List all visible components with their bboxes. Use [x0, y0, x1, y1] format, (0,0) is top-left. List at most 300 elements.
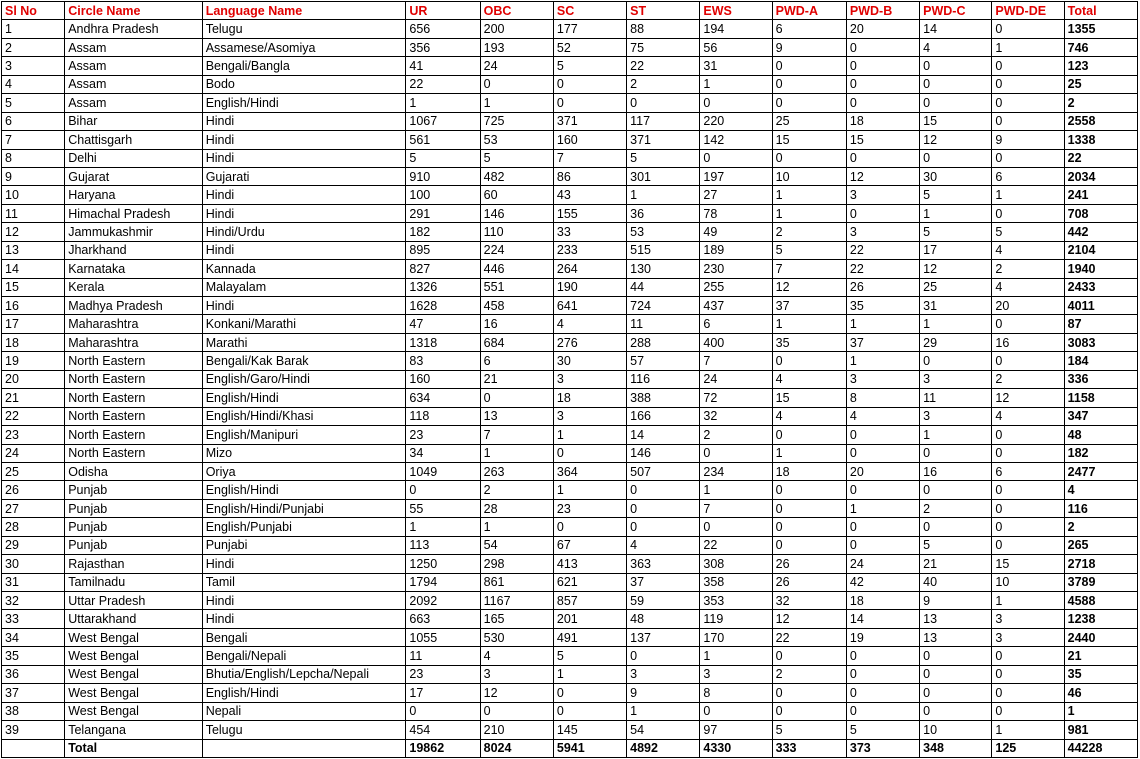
table-cell: 97 [700, 721, 772, 739]
table-cell: 981 [1064, 721, 1137, 739]
table-cell: 27 [2, 499, 65, 517]
table-cell: Hindi [202, 610, 406, 628]
table-cell: Assam [65, 94, 202, 112]
table-cell: 2 [1064, 94, 1137, 112]
table-cell: 26 [772, 555, 846, 573]
table-cell: 454 [406, 721, 480, 739]
table-cell: 725 [480, 112, 553, 130]
table-cell: 0 [553, 444, 626, 462]
table-cell: 1 [846, 499, 919, 517]
table-cell: 0 [846, 426, 919, 444]
table-cell: 17 [920, 241, 992, 259]
table-cell: 1794 [406, 573, 480, 591]
table-cell: Tamilnadu [65, 573, 202, 591]
table-cell: 2 [992, 260, 1064, 278]
table-cell: North Eastern [65, 389, 202, 407]
table-row [2, 167, 1138, 185]
table-cell: 67 [553, 536, 626, 554]
table-cell: 28 [2, 518, 65, 536]
table-row [2, 352, 1138, 370]
table-cell: 25 [1064, 75, 1137, 93]
table-cell: 0 [772, 518, 846, 536]
table-cell: 24 [700, 370, 772, 388]
table-cell: 0 [846, 647, 919, 665]
table-cell: 170 [700, 628, 772, 646]
table-cell: 116 [1064, 499, 1137, 517]
table-cell: 15 [772, 389, 846, 407]
table-cell: 2 [1064, 518, 1137, 536]
table-cell: 0 [920, 94, 992, 112]
table-cell: 301 [627, 167, 700, 185]
table-cell: 0 [627, 481, 700, 499]
column-header-sc: SC [553, 2, 626, 20]
table-cell: 87 [1064, 315, 1137, 333]
table-cell: Bihar [65, 112, 202, 130]
table-cell: 100 [406, 186, 480, 204]
table-cell: 220 [700, 112, 772, 130]
table-row [2, 684, 1138, 702]
table-cell: 41 [406, 57, 480, 75]
table-cell: 31 [2, 573, 65, 591]
table-cell: 6 [992, 167, 1064, 185]
table-cell: 13 [2, 241, 65, 259]
table-cell: 33 [553, 223, 626, 241]
table-row [2, 592, 1138, 610]
table-cell: 3083 [1064, 333, 1137, 351]
table-cell: 78 [700, 204, 772, 222]
table-cell: 0 [772, 702, 846, 720]
table-cell: 197 [700, 167, 772, 185]
table-cell: 5 [772, 241, 846, 259]
table-cell: 117 [627, 112, 700, 130]
table-cell: 22 [846, 260, 919, 278]
table-cell: 12 [920, 260, 992, 278]
table-cell: 2 [920, 499, 992, 517]
table-cell: West Bengal [65, 665, 202, 683]
table-cell: 2 [772, 665, 846, 683]
table-cell: 27 [700, 186, 772, 204]
table-cell: 200 [480, 20, 553, 38]
table-cell: 857 [553, 592, 626, 610]
total-cell: 44228 [1064, 739, 1137, 757]
table-cell: 30 [553, 352, 626, 370]
table-cell: 18 [2, 333, 65, 351]
table-cell: 0 [992, 518, 1064, 536]
table-cell: 507 [627, 462, 700, 480]
table-row [2, 370, 1138, 388]
total-label: Total [65, 739, 202, 757]
table-cell: 1 [992, 38, 1064, 56]
column-header-circle-name: Circle Name [65, 2, 202, 20]
total-cell: 4892 [627, 739, 700, 757]
table-cell: 264 [553, 260, 626, 278]
table-cell: 8 [700, 684, 772, 702]
table-cell: 17 [406, 684, 480, 702]
table-cell: North Eastern [65, 352, 202, 370]
table-row [2, 628, 1138, 646]
table-cell: 4 [553, 315, 626, 333]
table-cell: Bengali [202, 628, 406, 646]
table-cell: 230 [700, 260, 772, 278]
table-cell: 5 [480, 149, 553, 167]
table-cell: 21 [480, 370, 553, 388]
table-cell: 0 [772, 647, 846, 665]
table-cell: 36 [627, 204, 700, 222]
table-cell: 263 [480, 462, 553, 480]
table-cell: English/Hindi/Punjabi [202, 499, 406, 517]
table-row [2, 481, 1138, 499]
table-cell: 0 [772, 536, 846, 554]
table-cell: 11 [920, 389, 992, 407]
table-cell: 0 [920, 444, 992, 462]
table-cell: 1355 [1064, 20, 1137, 38]
table-cell: 6 [2, 112, 65, 130]
table-cell: 4 [992, 407, 1064, 425]
table-cell: Konkani/Marathi [202, 315, 406, 333]
total-cell [2, 739, 65, 757]
table-cell: 1 [846, 315, 919, 333]
table-cell: 60 [480, 186, 553, 204]
table-cell: 358 [700, 573, 772, 591]
table-cell: 2558 [1064, 112, 1137, 130]
table-cell: 2477 [1064, 462, 1137, 480]
table-cell: Uttarakhand [65, 610, 202, 628]
table-cell: 59 [627, 592, 700, 610]
table-row [2, 389, 1138, 407]
table-cell: Hindi/Urdu [202, 223, 406, 241]
table-cell: 16 [480, 315, 553, 333]
table-cell: 37 [627, 573, 700, 591]
table-cell: 3 [920, 407, 992, 425]
table-cell: 3 [700, 665, 772, 683]
table-cell: 515 [627, 241, 700, 259]
table-cell: 2 [992, 370, 1064, 388]
table-cell: 29 [920, 333, 992, 351]
table-cell: 12 [920, 131, 992, 149]
table-cell: 2 [2, 38, 65, 56]
table-cell: 1 [627, 186, 700, 204]
table-cell: 10 [992, 573, 1064, 591]
table-cell: 146 [480, 204, 553, 222]
table-cell: 861 [480, 573, 553, 591]
table-cell: 33 [2, 610, 65, 628]
table-cell: 15 [846, 131, 919, 149]
table-cell: 86 [553, 167, 626, 185]
table-cell: Chattisgarh [65, 131, 202, 149]
table-cell: 3 [627, 665, 700, 683]
table-cell: 1 [920, 204, 992, 222]
table-cell: 17 [2, 315, 65, 333]
table-cell: English/Manipuri [202, 426, 406, 444]
table-cell: Maharashtra [65, 315, 202, 333]
table-cell: 265 [1064, 536, 1137, 554]
table-cell: 193 [480, 38, 553, 56]
table-cell: 1167 [480, 592, 553, 610]
table-cell: 388 [627, 389, 700, 407]
table-row [2, 426, 1138, 444]
table-cell: 23 [2, 426, 65, 444]
table-cell: 0 [846, 518, 919, 536]
table-cell: 437 [700, 297, 772, 315]
table-cell: 5 [846, 721, 919, 739]
table-cell: 1 [1064, 702, 1137, 720]
table-cell: 7 [700, 499, 772, 517]
table-cell: 190 [553, 278, 626, 296]
table-cell: 165 [480, 610, 553, 628]
table-cell: 0 [772, 481, 846, 499]
table-cell: 16 [992, 333, 1064, 351]
table-row [2, 407, 1138, 425]
table-cell: 2718 [1064, 555, 1137, 573]
table-cell: 19 [2, 352, 65, 370]
table-cell: 0 [846, 444, 919, 462]
table-cell: 7 [2, 131, 65, 149]
table-cell: Himachal Pradesh [65, 204, 202, 222]
table-cell: 2 [700, 426, 772, 444]
table-cell: 13 [920, 610, 992, 628]
table-cell: 0 [553, 94, 626, 112]
table-cell: 39 [2, 721, 65, 739]
table-cell: 46 [1064, 684, 1137, 702]
table-cell: 20 [846, 462, 919, 480]
table-cell: 166 [627, 407, 700, 425]
table-row [2, 57, 1138, 75]
table-cell: 298 [480, 555, 553, 573]
table-cell: 1 [406, 94, 480, 112]
table-cell: 8 [2, 149, 65, 167]
table-cell: 1 [772, 444, 846, 462]
table-cell: 19 [846, 628, 919, 646]
table-cell: 3 [846, 186, 919, 204]
table-cell: 482 [480, 167, 553, 185]
table-cell: 26 [846, 278, 919, 296]
table-cell: 4 [627, 536, 700, 554]
table-cell: 15 [2, 278, 65, 296]
table-cell: North Eastern [65, 426, 202, 444]
table-cell: 24 [480, 57, 553, 75]
table-cell: 241 [1064, 186, 1137, 204]
table-cell: 1 [553, 426, 626, 444]
table-cell: 1158 [1064, 389, 1137, 407]
table-cell: 363 [627, 555, 700, 573]
table-cell: English/Punjabi [202, 518, 406, 536]
table-cell: 336 [1064, 370, 1137, 388]
table-cell: 52 [553, 38, 626, 56]
table-cell: 1067 [406, 112, 480, 130]
table-cell: 146 [627, 444, 700, 462]
table-cell: 23 [406, 426, 480, 444]
table-cell: 194 [700, 20, 772, 38]
table-cell: 54 [480, 536, 553, 554]
table-cell: 35 [2, 647, 65, 665]
table-cell: 413 [553, 555, 626, 573]
table-cell: 9 [772, 38, 846, 56]
table-cell: Bengali/Nepali [202, 647, 406, 665]
table-cell: Mizo [202, 444, 406, 462]
table-cell: 1 [772, 315, 846, 333]
table-cell: 5 [627, 149, 700, 167]
table-cell: 12 [772, 610, 846, 628]
table-cell: Assam [65, 38, 202, 56]
table-cell: 1 [406, 518, 480, 536]
table-cell: 4 [1064, 481, 1137, 499]
table-cell: 0 [920, 702, 992, 720]
table-cell: 7 [553, 149, 626, 167]
table-cell: 189 [700, 241, 772, 259]
table-cell: Marathi [202, 333, 406, 351]
table-cell: 0 [846, 536, 919, 554]
table-cell: 234 [700, 462, 772, 480]
table-cell: 182 [406, 223, 480, 241]
table-cell: 0 [772, 499, 846, 517]
total-row [2, 739, 1138, 757]
column-header-ews: EWS [700, 2, 772, 20]
table-cell: 9 [992, 131, 1064, 149]
table-cell: 31 [920, 297, 992, 315]
table-cell: 0 [920, 684, 992, 702]
table-cell: 224 [480, 241, 553, 259]
table-cell: 0 [846, 702, 919, 720]
table-cell: West Bengal [65, 684, 202, 702]
table-cell: 0 [992, 75, 1064, 93]
table-cell: 15 [772, 131, 846, 149]
table-row [2, 499, 1138, 517]
table-row [2, 131, 1138, 149]
table-cell: 210 [480, 721, 553, 739]
table-row [2, 260, 1138, 278]
table-cell: 0 [846, 684, 919, 702]
table-cell: 18 [846, 592, 919, 610]
table-cell: 26 [2, 481, 65, 499]
table-cell: 34 [406, 444, 480, 462]
table-cell: 0 [920, 75, 992, 93]
table-cell: Madhya Pradesh [65, 297, 202, 315]
table-cell: 54 [627, 721, 700, 739]
table-cell: 12 [2, 223, 65, 241]
table-cell: 400 [700, 333, 772, 351]
table-cell: Punjab [65, 481, 202, 499]
table-cell: 684 [480, 333, 553, 351]
table-cell: Andhra Pradesh [65, 20, 202, 38]
table-cell: 10 [772, 167, 846, 185]
table-cell: 4 [772, 370, 846, 388]
table-cell: West Bengal [65, 647, 202, 665]
table-cell: 0 [700, 702, 772, 720]
table-cell: 35 [1064, 665, 1137, 683]
table-cell: 5 [772, 721, 846, 739]
table-cell: 32 [700, 407, 772, 425]
table-cell: 1 [480, 444, 553, 462]
table-cell: 895 [406, 241, 480, 259]
table-cell: 0 [920, 352, 992, 370]
table-cell: 0 [992, 315, 1064, 333]
table-cell: 1326 [406, 278, 480, 296]
table-cell: Uttar Pradesh [65, 592, 202, 610]
table-cell: 57 [627, 352, 700, 370]
table-cell: 0 [772, 75, 846, 93]
table-row [2, 278, 1138, 296]
table-cell: 4 [992, 241, 1064, 259]
table-cell: 1 [553, 665, 626, 683]
table-cell: 20 [846, 20, 919, 38]
table-row [2, 555, 1138, 573]
table-cell: 36 [2, 665, 65, 683]
table-cell: 56 [700, 38, 772, 56]
table-cell: 288 [627, 333, 700, 351]
table-cell: Oriya [202, 462, 406, 480]
table-cell: 3 [553, 407, 626, 425]
table-cell: 0 [772, 426, 846, 444]
table-cell: Telangana [65, 721, 202, 739]
table-row [2, 223, 1138, 241]
table-cell: 2433 [1064, 278, 1137, 296]
table-cell: 0 [772, 94, 846, 112]
table-row [2, 702, 1138, 720]
table-cell: 291 [406, 204, 480, 222]
table-cell: 530 [480, 628, 553, 646]
table-cell: 0 [992, 481, 1064, 499]
table-cell: 3 [846, 223, 919, 241]
table-cell: 0 [627, 647, 700, 665]
table-cell: 21 [2, 389, 65, 407]
table-cell: 20 [2, 370, 65, 388]
table-cell: 276 [553, 333, 626, 351]
column-header-pwd-de: PWD-DE [992, 2, 1064, 20]
table-cell: 6 [772, 20, 846, 38]
table-cell: 2034 [1064, 167, 1137, 185]
table-cell: 3 [992, 628, 1064, 646]
table-cell: 37 [2, 684, 65, 702]
table-cell: North Eastern [65, 444, 202, 462]
table-cell: 110 [480, 223, 553, 241]
table-cell: 491 [553, 628, 626, 646]
table-cell: 0 [992, 665, 1064, 683]
table-cell: 184 [1064, 352, 1137, 370]
table-cell: 55 [406, 499, 480, 517]
table-row [2, 149, 1138, 167]
table-cell: 5 [2, 94, 65, 112]
table-cell: Hindi [202, 131, 406, 149]
table-row [2, 75, 1138, 93]
table-cell: 160 [553, 131, 626, 149]
column-header-language-name: Language Name [202, 2, 406, 20]
table-cell: 1 [992, 592, 1064, 610]
table-cell: 26 [772, 573, 846, 591]
table-cell: 18 [772, 462, 846, 480]
table-cell: 0 [553, 75, 626, 93]
table-cell: 442 [1064, 223, 1137, 241]
table-cell: 621 [553, 573, 626, 591]
table-cell: 0 [920, 57, 992, 75]
table-cell: Punjab [65, 499, 202, 517]
table-cell: 0 [920, 665, 992, 683]
table-cell: 6 [700, 315, 772, 333]
total-cell: 333 [772, 739, 846, 757]
table-cell: 22 [846, 241, 919, 259]
table-cell: 160 [406, 370, 480, 388]
table-cell: 35 [772, 333, 846, 351]
table-cell: 11 [627, 315, 700, 333]
table-cell: 1 [480, 518, 553, 536]
table-cell: Gujarati [202, 167, 406, 185]
table-cell: 5 [553, 57, 626, 75]
table-cell: 113 [406, 536, 480, 554]
table-row [2, 315, 1138, 333]
table-cell: 142 [700, 131, 772, 149]
table-cell: 48 [1064, 426, 1137, 444]
table-cell: 0 [846, 57, 919, 75]
table-cell: 3 [2, 57, 65, 75]
